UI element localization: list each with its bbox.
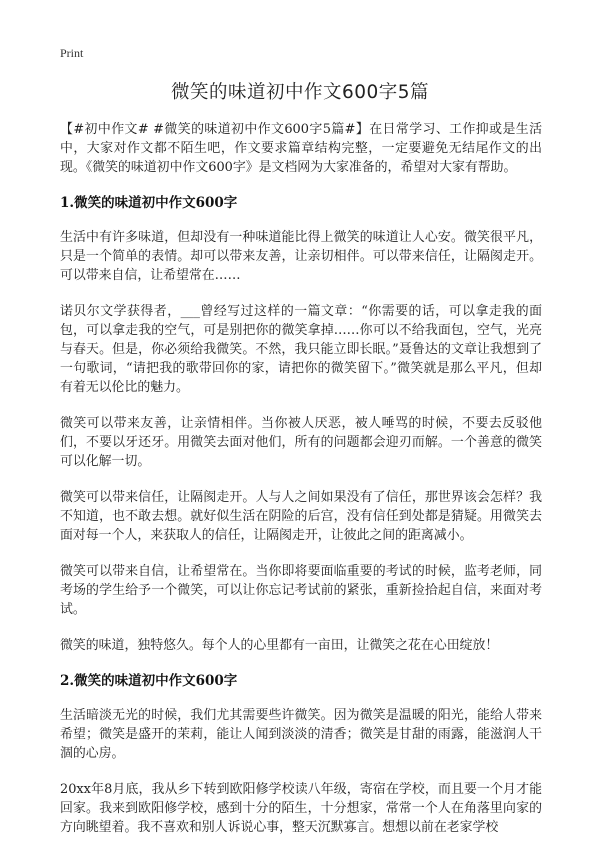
print-label[interactable]: Print <box>60 46 84 60</box>
paragraph: 20xx年8月底，我从乡下转到欧阳修学校读八年级，寄宿在学校，而且要一个月才能回家。我来到欧阳修学校，感到十分的陌生，十分想家，常常一个人在角落里向家的方向眺望着。我不喜欢和别人诉说心事，整天沉默寡言。想想以前在老家学校 <box>60 782 542 835</box>
paragraph: 生活中有许多味道，但却没有一种味道能比得上微笑的味道让人心安。微笑很平凡，只是一个简单的表情。却可以带来友善，让亲切相伴。可以带来信任，让隔阂走开。可以带来自信，让希望常在…… <box>60 230 542 283</box>
section-heading: 1.微笑的味道初中作文600字 <box>60 195 238 211</box>
page-title: 微笑的味道初中作文600字5篇 <box>170 82 430 103</box>
paragraph: 微笑可以带来自信，让希望常在。当你即将要面临重要的考试的时候，监考老师，同考场的学生给予一个微笑，可以让你忘记考试前的紧张，重新捡拾起自信，来面对考试。 <box>60 564 542 617</box>
intro-paragraph: 【#初中作文# #微笑的味道初中作文600字5篇#】在日常学习、工作抑或是生活中，大家对作文都不陌生吧，作文要求篇章结构完整，一定要避免无结尾作文的出现。《微笑的味道初中作文600字》是文档网为大家准备的，希望对大家有帮助。 <box>60 122 542 175</box>
section-heading: 2.微笑的味道初中作文600字 <box>60 673 238 689</box>
paragraph: 诺贝尔文学获得者，___曾经写过这样的一篇文章：“你需要的话，可以拿走我的面包，可以拿走我的空气，可是别把你的微笑拿掉……你可以不给我面包，空气，光亮与春天。但是，你必须给我微笑。不然，我只能立即长眠。”聂鲁达的文章让我想到了一句歌词，“请把我的歌带回你的家，请把你的微笑留下。”微笑就是那么平凡，但却有着无以伦比的魅力。 <box>60 304 542 395</box>
paragraph: 微笑可以带来友善，让亲情相伴。当你被人厌恶，被人唾骂的时候，不要去反驳他们，不要以牙还牙。用微笑去面对他们，所有的问题都会迎刃而解。一个善意的微笑可以化解一切。 <box>60 416 542 469</box>
paragraph: 微笑可以带来信任，让隔阂走开。人与人之间如果没有了信任，那世界该会怎样？我不知道，也不敢去想。就好似生活在阴险的后宫，没有信任到处都是猜疑。用微笑去面对每一个人，来获取人的信任，让隔阂走开，让彼此之间的距离减小。 <box>60 490 542 543</box>
paragraph: 生活暗淡无光的时候，我们尤其需要些许微笑。因为微笑是温暖的阳光，能给人带来希望；微笑是盛开的茉莉，能让人闻到淡淡的清香；微笑是甘甜的雨露，能滋润人干涸的心房。 <box>60 708 542 761</box>
article-body <box>60 120 542 854</box>
paragraph: 微笑的味道，独特悠久。每个人的心里都有一亩田，让微笑之花在心田绽放！ <box>60 638 499 653</box>
